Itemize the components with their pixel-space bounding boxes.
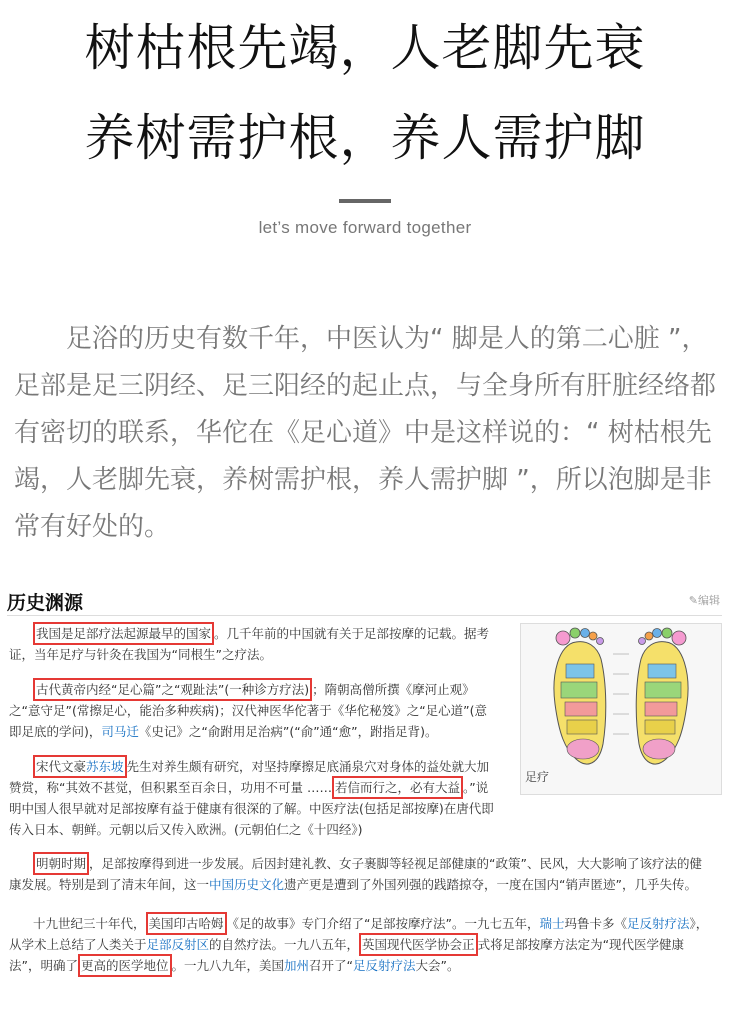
divider xyxy=(339,199,391,203)
highlight-box: 美国印古哈姆 xyxy=(146,912,227,935)
highlight-box xyxy=(33,755,127,778)
slogan: let’s move forward together xyxy=(258,218,472,237)
wiki-section xyxy=(0,580,730,1012)
link-chinese-history[interactable]: 中国历史文化 xyxy=(209,877,285,892)
headline-line-2: 养树需护根，养人需护脚 xyxy=(84,109,646,167)
paragraph-text: 十九世纪三十年代， xyxy=(33,916,146,931)
section-title: 历史渊源 xyxy=(7,592,84,614)
paragraph-text: 式将足部按摩方法定为“现代医学健康法”，明确了 xyxy=(9,937,685,973)
paragraph-text: 召开了“ xyxy=(309,958,354,973)
highlight-box: 我国是足部疗法起源最早的国家 xyxy=(33,622,214,645)
edit-link[interactable] xyxy=(689,592,720,608)
highlight-box: 若信而行之，必有大益 xyxy=(332,776,463,799)
paragraph-text: 。一九八九年，美国 xyxy=(171,958,285,973)
headline-line-1: 树枯根先竭，人老脚先衰 xyxy=(84,19,646,77)
paragraph-text: 》，从学术上总结了人类关于 xyxy=(9,916,709,952)
highlight-box: 明朝时期 xyxy=(33,852,89,875)
edit-label: 编辑 xyxy=(698,594,720,607)
foot-chart-image xyxy=(521,624,721,794)
paragraph-text: ，足部按摩得到进一步发展。后因封建礼教、女子裹脚等轻视足部健康的“政策”、民风，大大影响了该疗法的健康发展。特别是到了清末年间，这一 xyxy=(9,856,702,892)
link-su-dongpo[interactable]: 苏东坡 xyxy=(86,759,124,774)
history-paragraph-5 xyxy=(9,913,714,976)
link-california[interactable]: 加州 xyxy=(284,958,310,973)
paragraph-text: 《足的故事》专门介绍了“足部按摩疗法”。一九七五年， xyxy=(226,916,540,931)
paragraph-text: 《史记》之“俞跗用足治病”(“俞”通“愈”，跗指足背)。 xyxy=(138,724,438,739)
link-reflexology[interactable]: 足反射疗法 xyxy=(627,916,690,931)
section-rule xyxy=(7,615,722,616)
intro-paragraph: 足浴的历史有数千年，中医认为“ 脚是人的第二心脏 ”，足部是足三阴经、足三阳经的起止点，与全身所有肝脏经络都有密切的联系，华佗在《足心道》中是这样说的：“ 树枯根先竭，人老脚先衰，养树需护根，养人需护脚 ”，所以泡脚是非常有好处的。 xyxy=(14,324,717,542)
history-paragraph-1 xyxy=(9,623,499,665)
history-paragraph-4 xyxy=(9,853,714,895)
history-paragraph-2 xyxy=(9,679,499,742)
paragraph-text: 的自然疗法。一九八五年， xyxy=(209,937,360,952)
pencil-icon: ✎ xyxy=(688,594,698,607)
paragraph-text: 大会”。 xyxy=(415,958,460,973)
paragraph-text: ；隋朝高僧所撰《摩河止观》之“意守足”(常擦足心，能治多种疾病)；汉代神医华佗著于《华佗秘笈》之“足心道”(意即足底的学问)， xyxy=(9,682,488,739)
paragraph-text: 。”说明中国人很早就对足部按摩有益于健康有很深的了解。中医疗法(包括足部按摩)在唐代即传入日本、朝鲜。元朝以后又传入欧洲。(元朝伯仁之《十四经》) xyxy=(9,780,494,837)
thumbnail-caption: 足疗 xyxy=(525,770,550,784)
link-reflexology-congress[interactable]: 足反射疗法 xyxy=(353,958,416,973)
link-reflex-zones[interactable]: 足部反射区 xyxy=(146,937,210,952)
paragraph-text: 。几千年前的中国就有关于足部按摩的记载。据考证，当年足疗与针灸在我国为“同根生”之疗法。 xyxy=(9,626,490,662)
paragraph-text: 玛鲁卡多《 xyxy=(564,916,628,931)
reflexology-thumbnail[interactable] xyxy=(520,623,722,795)
highlight-box: 古代黄帝内经“足心篇”之“观趾法”(一种诊方疗法) xyxy=(33,678,312,701)
intro-text xyxy=(14,316,726,551)
link-sima-qian[interactable]: 司马迁 xyxy=(101,724,139,739)
highlight-box: 更高的医学地位 xyxy=(78,954,172,977)
paragraph-text: 先生对养生颇有研究，对坚持摩擦足底涌泉穴对身体的益处就大加赞赏，称“其效不甚觉，但积累至百余日，功用不可量 …… xyxy=(9,759,490,795)
link-switzerland[interactable]: 瑞士 xyxy=(539,916,565,931)
highlight-text: 宋代文豪 xyxy=(36,759,87,774)
history-paragraph-3 xyxy=(9,756,499,840)
paragraph-text: 遗产更是遭到了外国列强的践踏掠夺，一度在国内“销声匿迹”，几乎失传。 xyxy=(284,877,697,892)
highlight-box: 英国现代医学协会正 xyxy=(359,933,478,956)
